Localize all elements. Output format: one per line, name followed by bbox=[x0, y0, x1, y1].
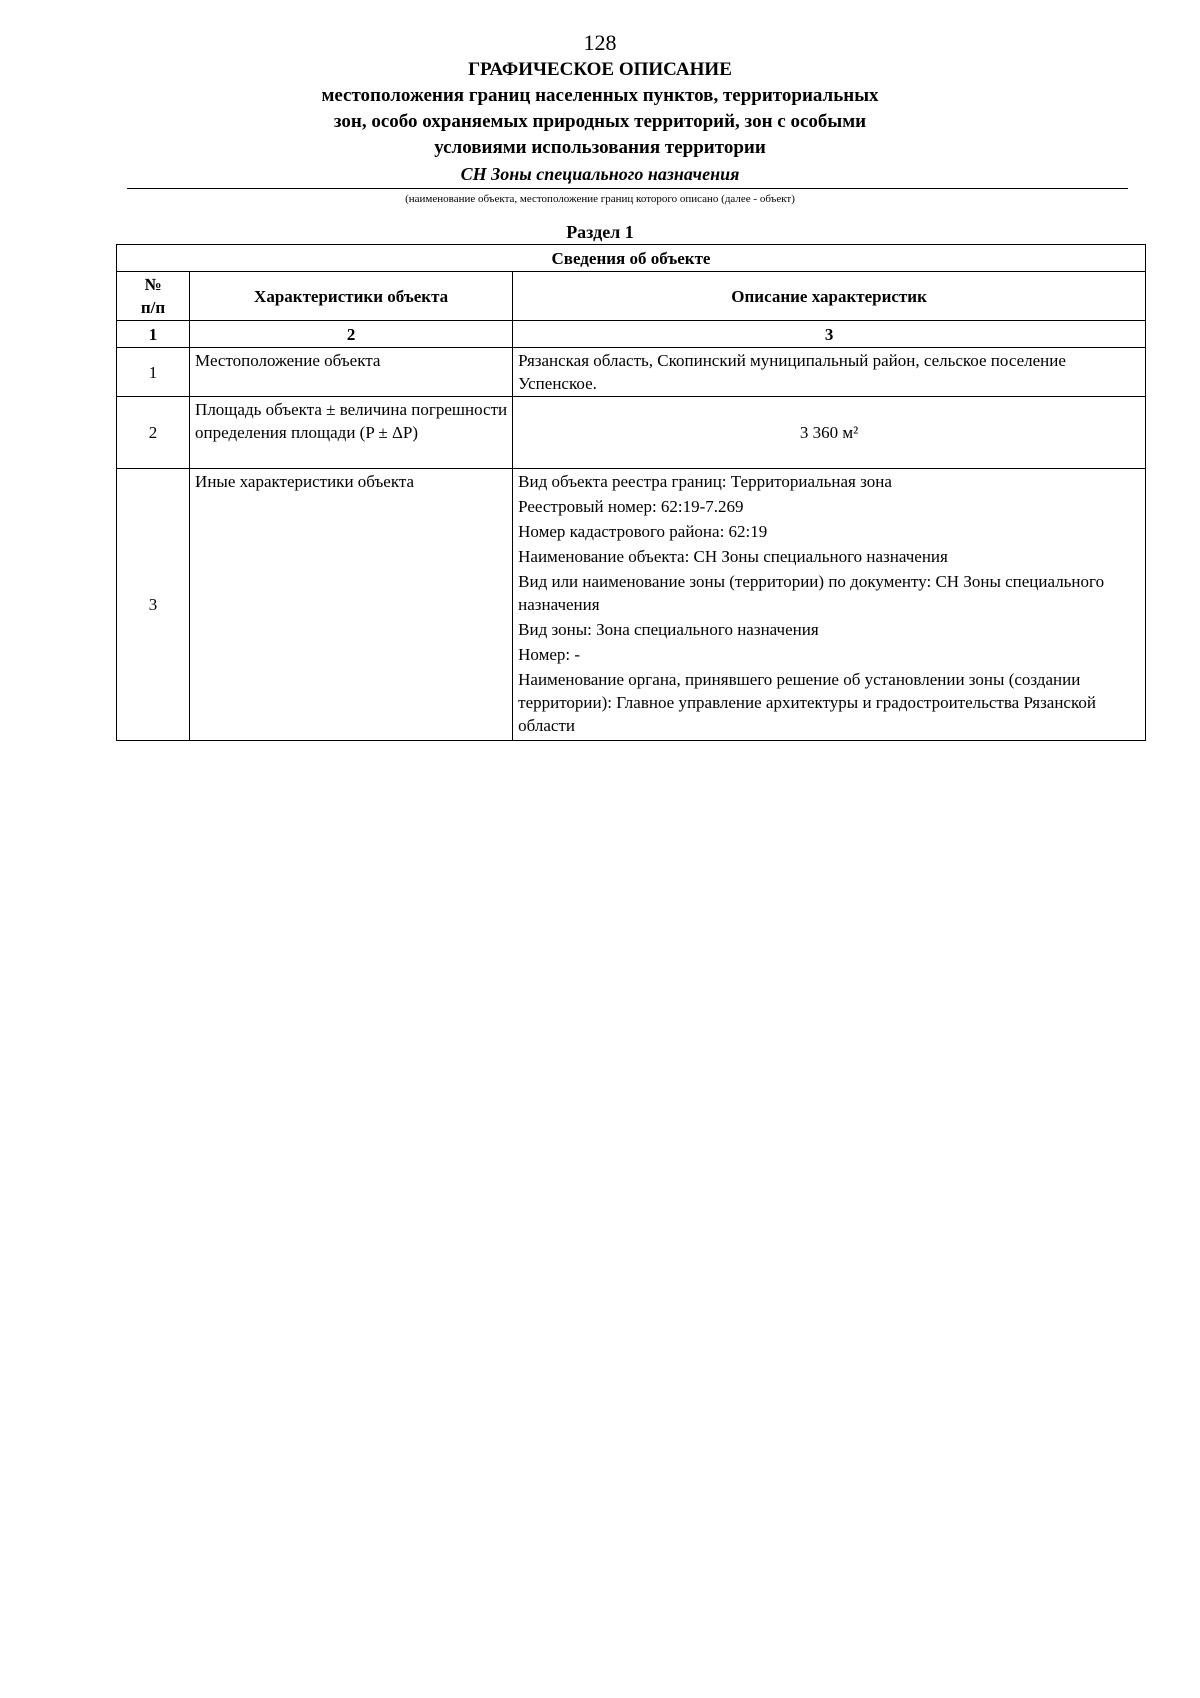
header-num bbox=[117, 272, 190, 321]
description-text: Вид зоны: Зона специального назначения bbox=[518, 620, 819, 639]
table-row bbox=[117, 469, 1146, 741]
table-caption: Сведения об объекте bbox=[117, 245, 1146, 272]
document-title bbox=[0, 57, 1200, 161]
page-number: 128 bbox=[583, 30, 617, 55]
column-number: 1 bbox=[117, 321, 190, 348]
table-row bbox=[117, 397, 1146, 469]
description-text: Рязанская область, Скопинский муниципальный район, сельское поселение Успенское. bbox=[518, 351, 1066, 393]
row-characteristic bbox=[190, 469, 513, 741]
row-number: 1 bbox=[117, 348, 190, 397]
section-title: Раздел 1 bbox=[566, 222, 634, 242]
row-description bbox=[513, 348, 1146, 397]
characteristic-text: Местоположение объекта bbox=[195, 351, 381, 370]
row-characteristic bbox=[190, 348, 513, 397]
header-num-line1: № bbox=[144, 275, 162, 294]
description-text: Реестровый номер: 62:19-7.269 bbox=[518, 497, 744, 516]
object-name-underline bbox=[127, 188, 1128, 189]
header-num-line2: п/п bbox=[140, 298, 166, 317]
description-text: Вид или наименование зоны (территории) по документу: СН Зоны специального назначения bbox=[518, 572, 1105, 614]
column-number: 2 bbox=[190, 321, 513, 348]
characteristic-text: Иные характеристики объекта bbox=[195, 472, 415, 491]
column-number-row bbox=[117, 321, 1146, 348]
row-number: 2 bbox=[117, 397, 190, 469]
row-description bbox=[513, 469, 1146, 741]
description-text: Вид объекта реестра границ: Территориальная зона bbox=[518, 472, 892, 491]
header-characteristics: Характеристики объекта bbox=[190, 272, 513, 321]
row-description bbox=[513, 397, 1146, 469]
object-name-note: (наименование объекта, местоположение границ которого описано (далее - объект) bbox=[405, 193, 795, 205]
row-number: 3 bbox=[117, 469, 190, 741]
title-line: ГРАФИЧЕСКОЕ ОПИСАНИЕ bbox=[468, 59, 732, 80]
column-number: 3 bbox=[513, 321, 1146, 348]
description-text: Наименование объекта: СН Зоны специального назначения bbox=[518, 547, 948, 566]
characteristic-text: Площадь объекта ± величина погрешности определения площади (P ± ΔP) bbox=[195, 400, 508, 442]
description-text: Наименование органа, принявшего решение об установлении зоны (создании территории): Главное управление архитектуры и градостроительства Рязанской области bbox=[518, 670, 1096, 735]
description-text: 3 360 м² bbox=[799, 423, 859, 442]
row-characteristic bbox=[190, 397, 513, 469]
title-line: местоположения границ населенных пунктов, территориальных bbox=[321, 85, 879, 106]
title-line: зон, особо охраняемых природных территорий, зон с особыми bbox=[333, 111, 867, 132]
table-row bbox=[117, 348, 1146, 397]
title-line: условиями использования территории bbox=[434, 137, 766, 158]
table-header-row bbox=[117, 272, 1146, 321]
object-name: СН Зоны специального назначения bbox=[460, 164, 740, 184]
description-text: Номер: - bbox=[518, 645, 581, 664]
description-text: Номер кадастрового района: 62:19 bbox=[518, 522, 768, 541]
table-caption-row bbox=[117, 245, 1146, 272]
object-info-table bbox=[116, 244, 1146, 741]
header-description: Описание характеристик bbox=[513, 272, 1146, 321]
